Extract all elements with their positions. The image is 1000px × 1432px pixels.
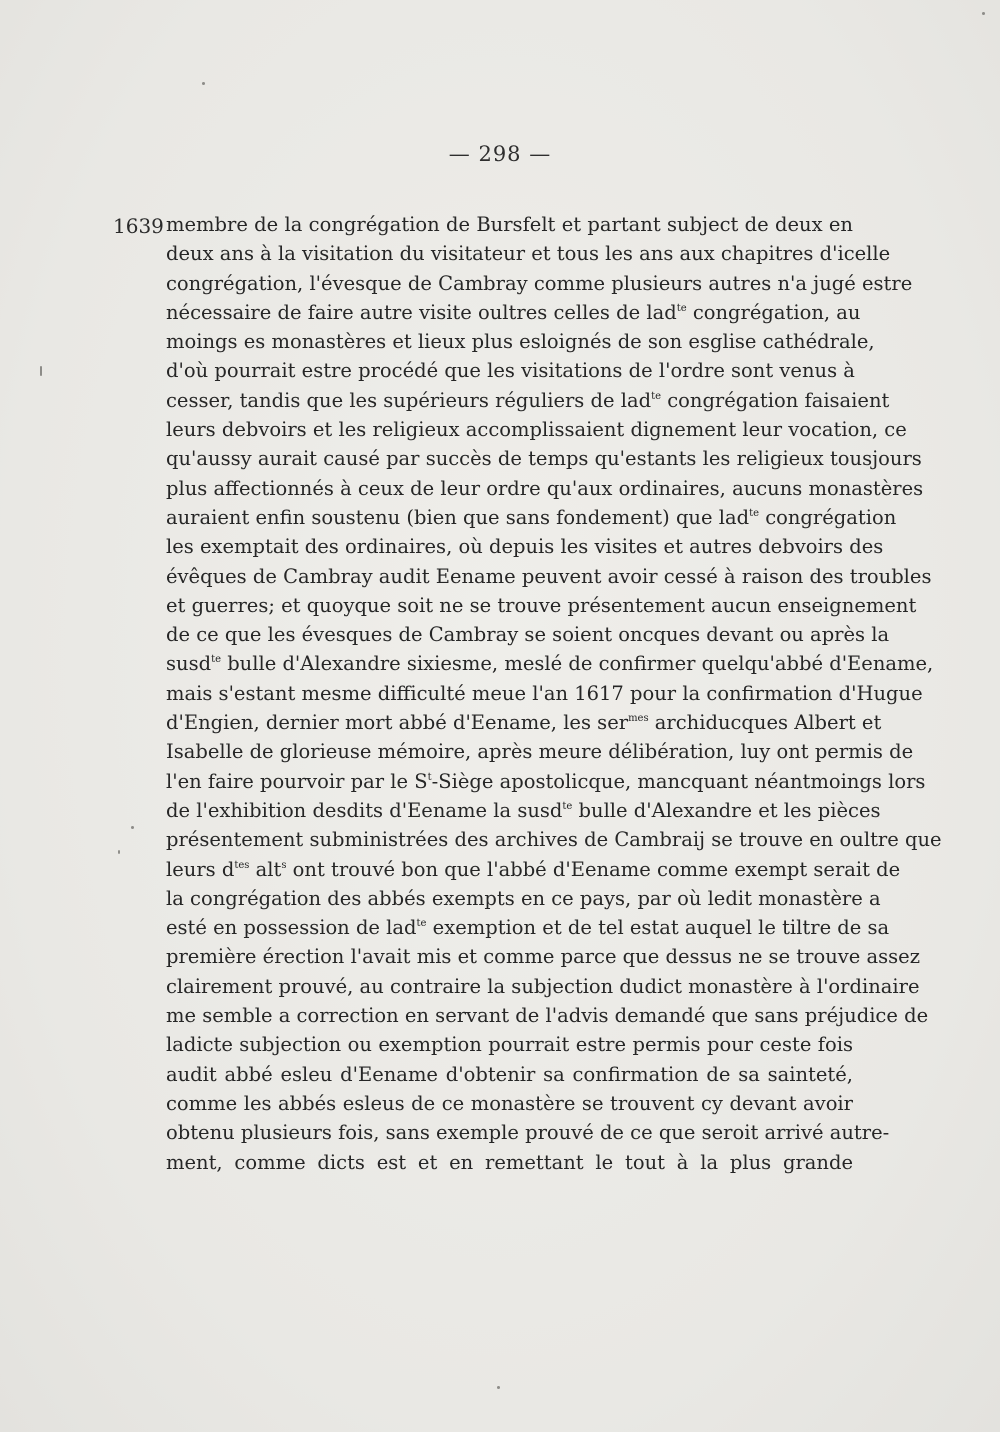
- text-line: de l'exhibition desdits d'Eename la susd$^{te}$ bulle d'Alexandre et les pièces: [166, 798, 881, 822]
- text-line: première érection l'avait mis et comme parce que dessus ne se trouve assez: [166, 945, 920, 969]
- paper-speck: [982, 12, 985, 15]
- superscript-abbrev: te: [676, 302, 687, 314]
- text-line: nécessaire de faire autre visite oultres celles de lad$^{te}$ congrégation, au: [166, 300, 861, 324]
- text-line: d'où pourrait estre procédé que les visitations de l'ordre sont venus à: [166, 359, 855, 383]
- superscript-abbrev: s: [281, 859, 287, 871]
- text-line: clairement prouvé, au contraire la subjection dudict monastère à l'ordinaire: [166, 974, 920, 998]
- text-line: membre de la congrégation de Bursfelt et partant subject de deux en: [166, 213, 853, 236]
- text-line: qu'aussy aurait causé par succès de temps qu'estants les religieux tousjours: [166, 447, 922, 471]
- paper-speck: [202, 82, 205, 85]
- superscript-abbrev: te: [651, 390, 662, 402]
- text-line: ment, comme dicts est et en remettant le tout à la plus grande: [166, 1150, 853, 1174]
- text-line: l'en faire pourvoir par le $S^t$-Siège apostolicque, mancquant néantmoings lors: [166, 769, 926, 793]
- text-line: leurs debvoirs et les religieux accomplissaient dignement leur vocation, ce: [166, 418, 907, 442]
- paper-speck: [131, 826, 134, 829]
- text-line: la congrégation des abbés exempts en ce pays, par où ledit monastère a: [166, 886, 881, 910]
- superscript-abbrev: te: [562, 800, 573, 812]
- text-line: congrégation, l'évesque de Cambray comme plusieurs autres n'a jugé estre: [166, 271, 913, 295]
- text-line: me semble a correction en servant de l'advis demandé que sans préjudice de: [166, 1004, 929, 1028]
- superscript-abbrev: te: [749, 507, 760, 519]
- text-line: mais s'estant mesme difficulté meue l'an 1617 pour la confirmation d'Hugue: [166, 681, 923, 705]
- text-line: cesser, tandis que les supérieurs réguliers de lad$^{te}$ congrégation faisaient: [166, 388, 890, 412]
- text-line: esté en possession de lad$^{te}$ exemption et de tel estat auquel le tiltre de sa: [166, 916, 890, 940]
- text-line: auraient enfin soustenu (bien que sans fondement) que lad$^{te}$ congrégation: [166, 505, 897, 529]
- text-line: deux ans à la visitation du visitateur et tous les ans aux chapitres d'icelle: [166, 242, 891, 266]
- superscript-abbrev: mes: [628, 713, 649, 725]
- text-line: et guerres; et quoyque soit ne se trouve présentement aucun enseignement: [166, 593, 917, 617]
- text-line: susd$^{te}$ bulle d'Alexandre sixiesme, meslé de confirmer quelqu'abbé d'Eename,: [166, 652, 934, 676]
- text-line: présentement subministrées des archives de Cambraij se trouve en oultre que: [166, 828, 942, 852]
- paper-speck: [118, 850, 120, 854]
- text-line: audit abbé esleu d'Eename d'obtenir sa confirmation de sa sainteté,: [166, 1062, 853, 1086]
- text-line: de ce que les évesques de Cambray se soient oncques devant ou après la: [166, 623, 890, 647]
- paper-speck: [497, 1386, 500, 1389]
- text-line: moings es monastères et lieux plus esloignés de son esglise cathédrale,: [166, 330, 875, 354]
- text-line: plus affectionnés à ceux de leur ordre qu'aux ordinaires, aucuns monastères: [166, 476, 924, 500]
- text-line: Isabelle de glorieuse mémoire, après meure délibération, luy ont permis de: [166, 740, 914, 764]
- text-line: évêques de Cambray audit Eename peuvent avoir cessé à raison des troubles: [166, 564, 932, 588]
- text-line: ladicte subjection ou exemption pourrait estre permis pour ceste fois: [166, 1033, 853, 1057]
- text-line: les exemptait des ordinaires, où depuis les visites et autres debvoirs des: [166, 535, 884, 559]
- text-line: comme les abbés esleus de ce monastère se trouvent cy devant avoir: [166, 1091, 853, 1115]
- body-text: [166, 210, 942, 1177]
- text-line: leurs $d^{tes}$ alt$^s$ ont trouvé bon que l'abbé d'Eename comme exempt serait de: [166, 857, 901, 881]
- paper-speck: [40, 366, 42, 376]
- margin-year: 1639: [113, 214, 164, 238]
- superscript-abbrev: t: [427, 771, 432, 783]
- superscript-abbrev: tes: [234, 859, 250, 871]
- superscript-abbrev: te: [416, 918, 427, 930]
- text-line: obtenu plusieurs fois, sans exemple prouvé de ce que seroit arrivé autre-: [166, 1121, 890, 1145]
- superscript-abbrev: te: [211, 654, 221, 666]
- page-number: — 298 —: [448, 142, 552, 166]
- text-line: d'Engien, dernier mort abbé d'Eename, les ser$^{mes}$ archiducques Albert et: [166, 711, 882, 735]
